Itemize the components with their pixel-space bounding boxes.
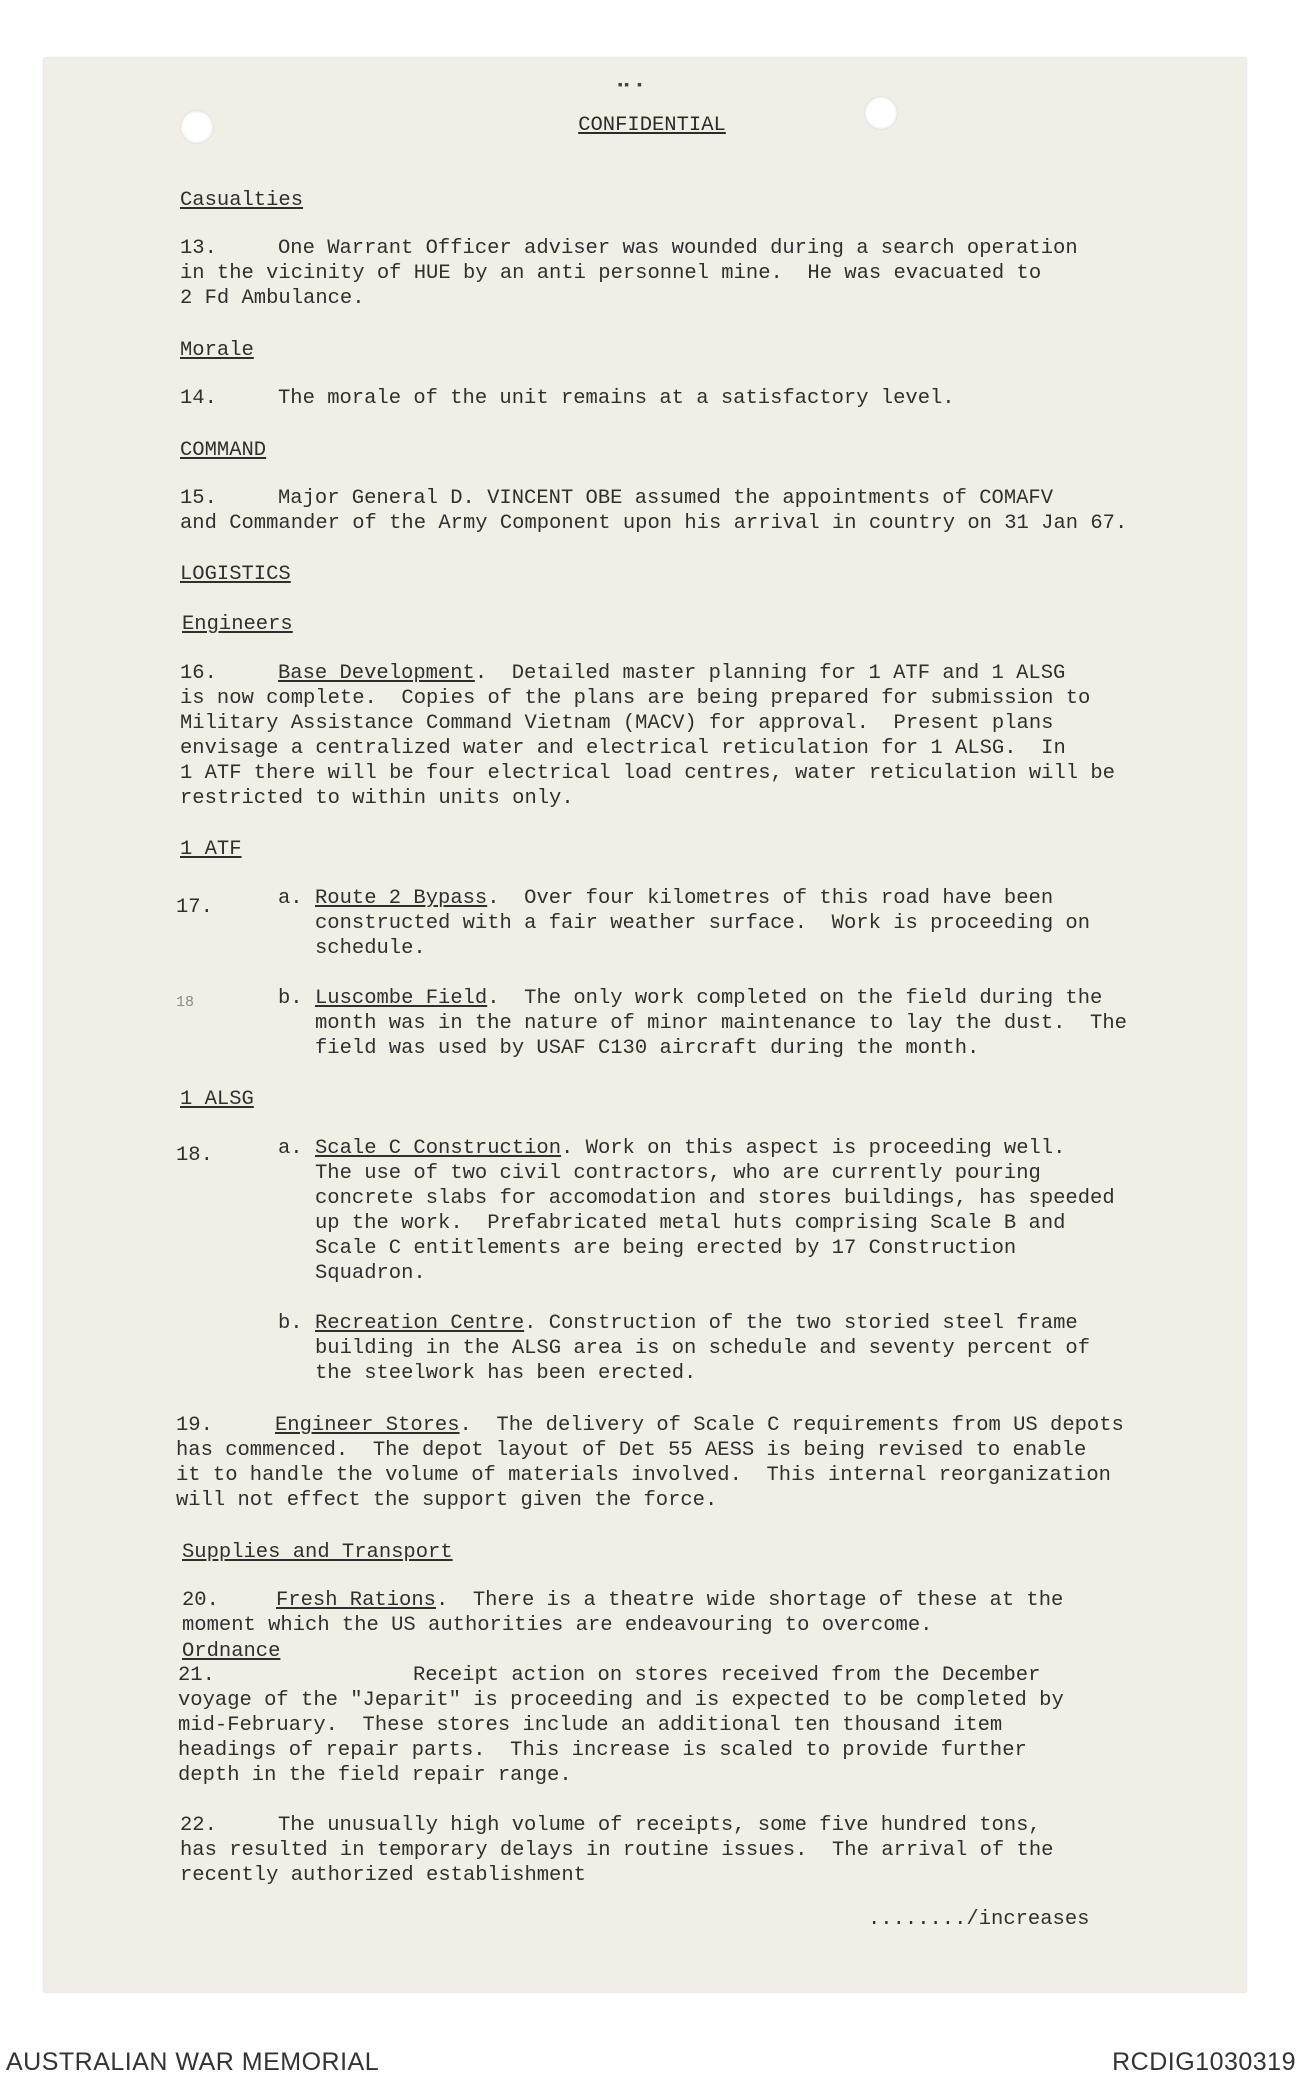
para-16-line2: is now complete. Copies of the plans are being prepared for submission to [180,687,1091,710]
heading-ordnance: Ordnance [182,1640,281,1663]
para-18b-line1 [315,1311,1078,1336]
para-16-line6: restricted to within units only. [180,787,574,810]
continuation-mark: ......../increases [868,1908,1090,1931]
para-17b-line1-rest: . The only work completed on the field during the [487,987,1103,1010]
para-18b-line3: the steelwork has been erected. [315,1362,697,1385]
heading-casualties: Casualties [180,189,304,212]
para-18a-line6: Squadron. [315,1262,426,1285]
heading-morale: Morale [180,339,254,362]
para-15-number: 15. [180,487,217,510]
para-18b-title: Recreation Centre [315,1312,525,1335]
para-19-line2: has commenced. The depot layout of Det 55 AESS is being revised to enable [176,1439,1087,1462]
para-14-number: 14. [180,387,217,410]
para-16-line1-rest: . Detailed master planning for 1 ATF and 1 ALSG [474,662,1066,685]
para-21-line4: headings of repair parts. This increase is scaled to provide further [178,1739,1027,1762]
para-15-line2: and Commander of the Army Component upon his arrival in country on 31 Jan 67. [180,512,1128,535]
heading-1-atf: 1 ATF [180,838,242,861]
para-17a-line1 [315,886,1053,911]
para-22-number: 22. [180,1814,217,1837]
para-22-line3: recently authorized establishment [180,1864,586,1887]
para-13-line1: One Warrant Officer adviser was wounded during a search operation [278,237,1078,260]
para-21-number: 21. [178,1664,215,1687]
para-17-side-mark: 18 [176,994,195,1011]
para-18b-label: b. [278,1312,303,1335]
para-19-line1-rest: . The delivery of Scale C requirements from US depots [459,1414,1124,1437]
para-16-line1 [278,661,1065,686]
para-15-line1: Major General D. VINCENT OBE assumed the appointments of COMAFV [278,487,1054,510]
para-17a-title: Route 2 Bypass [315,887,488,910]
para-18-number: 18. [176,1144,213,1167]
para-13-number: 13. [180,237,217,260]
para-17b-label: b. [278,987,303,1010]
para-22-line2: has resulted in temporary delays in routine issues. The arrival of the [180,1839,1054,1862]
para-17a-line2: constructed with a fair weather surface. Work is proceeding on [315,912,1091,935]
para-22-line1: The unusually high volume of receipts, some five hundred tons, [278,1814,1041,1837]
para-20-line2: moment which the US authorities are endeavouring to overcome. [182,1614,933,1637]
heading-logistics: LOGISTICS [180,563,291,586]
footer-institution: AUSTRALIAN WAR MEMORIAL [6,2048,380,2076]
para-18a-line1 [315,1136,1065,1161]
para-20-line1-rest: . There is a theatre wide shortage of these at the [435,1589,1064,1612]
para-21-line5: depth in the field repair range. [178,1764,572,1787]
heading-supplies-transport: Supplies and Transport [182,1541,453,1564]
para-18b-line1-rest: . Construction of the two storied steel frame [524,1312,1078,1335]
para-18a-line4: up the work. Prefabricated metal huts comprising Scale B and [315,1212,1066,1235]
para-16-title: Base Development [278,662,475,685]
para-13-line3: 2 Fd Ambulance. [180,287,365,310]
para-21-line1: Receipt action on stores received from the December [413,1664,1041,1687]
para-17b-title: Luscombe Field [315,987,488,1010]
para-17b-line2: month was in the nature of minor maintenance to lay the dust. The [315,1012,1127,1035]
para-13-line2: in the vicinity of HUE by an anti personnel mine. He was evacuated to [180,262,1042,285]
para-19-title: Engineer Stores [275,1414,460,1437]
para-17b-line3: field was used by USAF C130 aircraft during the month. [315,1037,980,1060]
para-17a-line1-rest: . Over four kilometres of this road have been [487,887,1054,910]
para-21-line3: mid-February. These stores include an additional ten thousand item [178,1714,1003,1737]
para-20-title: Fresh Rations [276,1589,436,1612]
para-18a-line1-rest: . Work on this aspect is proceeding well. [561,1137,1066,1160]
para-17a-label: a. [278,887,303,910]
para-17a-line3: schedule. [315,937,426,960]
para-19-line1 [275,1413,1124,1438]
para-16-line3: Military Assistance Command Vietnam (MACV) for approval. Present plans [180,712,1054,735]
para-18b-line2: building in the ALSG area is on schedule and seventy percent of [315,1337,1091,1360]
para-18a-line3: concrete slabs for accomodation and stores buildings, has speeded [315,1187,1115,1210]
para-21-line2: voyage of the "Jeparit" is proceeding and is expected to be completed by [178,1689,1064,1712]
para-16-line4: envisage a centralized water and electrical reticulation for 1 ALSG. In [180,737,1066,760]
para-19-line4: will not effect the support given the force. [176,1489,718,1512]
heading-1-alsg: 1 ALSG [180,1088,254,1111]
heading-engineers: Engineers [182,613,293,636]
para-20-line1 [276,1588,1063,1613]
para-18a-label: a. [278,1137,303,1160]
para-20-number: 20. [182,1589,219,1612]
classification-label: CONFIDENTIAL [578,114,726,137]
footer-record-id: RCDIG1030319 [1112,2048,1296,2076]
para-14-line1: The morale of the unit remains at a satisfactory level. [278,387,955,410]
header-mark: ▪▪ ▪ [616,78,642,94]
para-19-number: 19. [176,1414,213,1437]
para-17b-line1 [315,986,1102,1011]
para-16-number: 16. [180,662,217,685]
para-18a-line5: Scale C entitlements are being erected by 17 Construction [315,1237,1017,1260]
para-17-number: 17. [176,896,213,919]
para-16-line5: 1 ATF there will be four electrical load centres, water reticulation will be [180,762,1115,785]
heading-command: COMMAND [180,439,267,462]
para-19-line3: it to handle the volume of materials involved. This internal reorganization [176,1464,1111,1487]
para-18a-title: Scale C Construction [315,1137,562,1160]
para-18a-line2: The use of two civil contractors, who are currently pouring [315,1162,1041,1185]
